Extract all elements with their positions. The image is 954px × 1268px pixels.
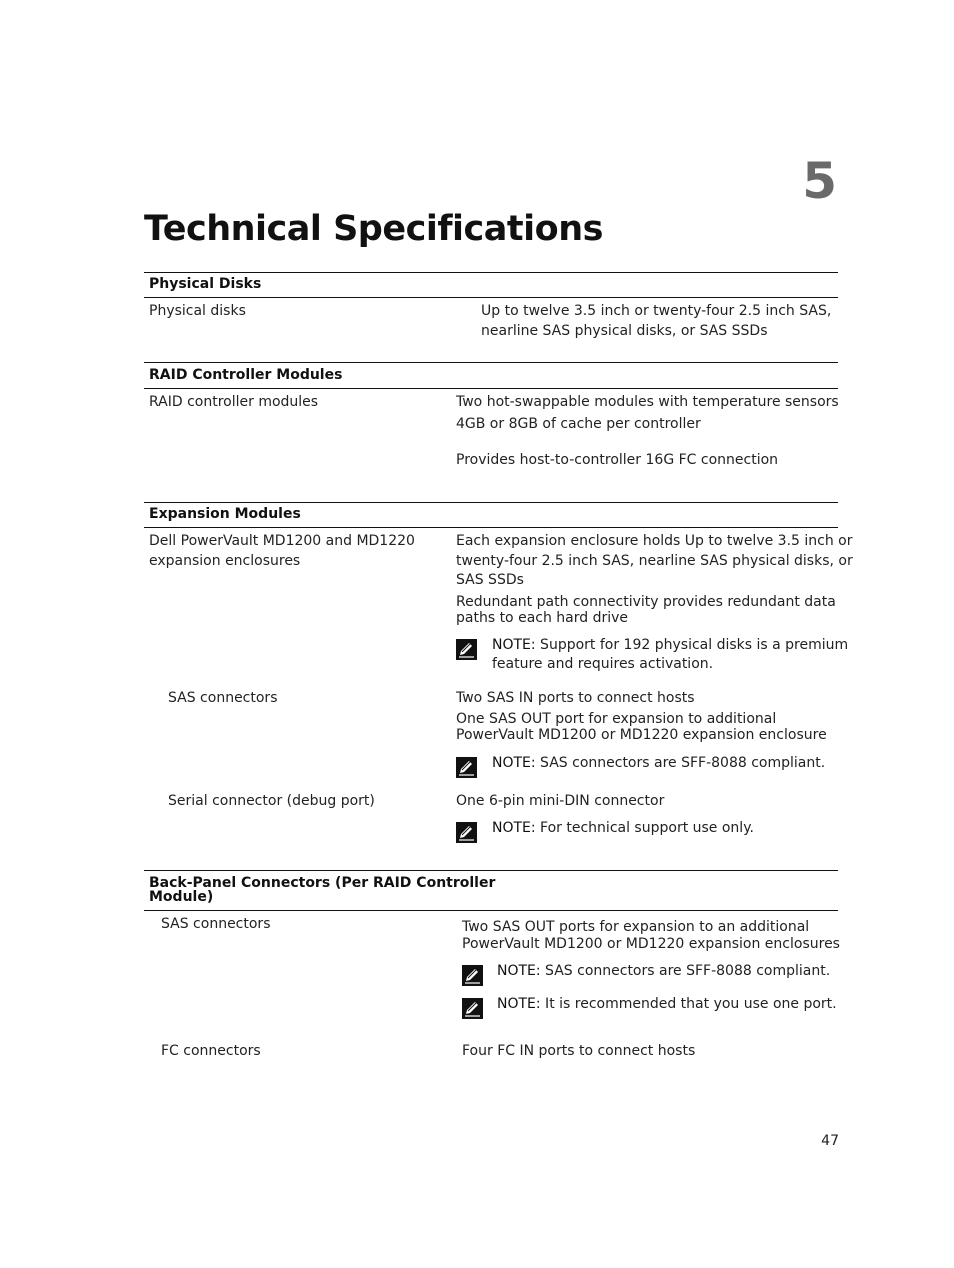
- table-rule: [144, 388, 838, 389]
- note-text: [492, 819, 754, 838]
- spec-label-sas: SAS connectors: [168, 690, 278, 706]
- note-pencil-icon: [456, 757, 477, 778]
- note-label: NOTE:: [497, 963, 541, 979]
- spec-label-sas: SAS connectors: [161, 916, 271, 932]
- spec-value-line: Provides host-to-controller 16G FC connection: [456, 452, 779, 468]
- table-rule: [144, 870, 838, 871]
- note-text: [497, 962, 830, 981]
- spec-label-expansion: Dell PowerVault MD1200 and MD1220: [149, 533, 415, 549]
- note-body: Support for 192 physical disks is a premium: [535, 637, 849, 653]
- spec-value-line: paths to each hard drive: [456, 610, 629, 626]
- page-title: Technical Specifications: [144, 209, 603, 249]
- page-number: 47: [821, 1133, 839, 1149]
- spec-value-line: Redundant path connectivity provides redundant data: [456, 594, 836, 610]
- spec-label-physical-disks: Physical disks: [149, 303, 246, 319]
- section-heading-expansion: Expansion Modules: [149, 506, 301, 522]
- section-heading-back-panel: Back-Panel Connectors (Per RAID Controller: [149, 875, 496, 891]
- table-rule: [144, 527, 838, 528]
- spec-label-serial: Serial connector (debug port): [168, 793, 375, 809]
- spec-value-line: One SAS OUT port for expansion to additional: [456, 711, 777, 727]
- note-body: It is recommended that you use one port.: [540, 996, 837, 1012]
- spec-value-line: 4GB or 8GB of cache per controller: [456, 416, 701, 432]
- spec-value-line: Two SAS IN ports to connect hosts: [456, 690, 695, 706]
- note-text: [492, 754, 825, 773]
- note-label: NOTE:: [497, 996, 541, 1012]
- spec-value-line: twenty-four 2.5 inch SAS, nearline SAS physical disks, or: [456, 553, 853, 569]
- spec-value-line: One 6-pin mini-DIN connector: [456, 793, 665, 809]
- spec-value-line: SAS SSDs: [456, 572, 524, 588]
- note-body: For technical support use only.: [535, 820, 754, 836]
- spec-label-raid: RAID controller modules: [149, 394, 319, 410]
- table-rule: [144, 272, 838, 273]
- section-heading-physical-disks: Physical Disks: [149, 276, 262, 292]
- spec-value-line: Each expansion enclosure holds Up to twelve 3.5 inch or: [456, 533, 853, 549]
- table-rule: [144, 502, 838, 503]
- spec-value-line: Two hot-swappable modules with temperature sensors: [456, 394, 839, 410]
- table-rule: [144, 910, 838, 911]
- spec-value-line: PowerVault MD1200 or MD1220 expansion enclosures: [462, 936, 840, 952]
- note-pencil-icon: [456, 822, 477, 843]
- note-pencil-icon: [462, 965, 483, 986]
- spec-value-line: PowerVault MD1200 or MD1220 expansion enclosure: [456, 727, 827, 743]
- note-pencil-icon: [456, 639, 477, 660]
- spec-label-fc: FC connectors: [161, 1043, 261, 1059]
- table-rule: [144, 362, 838, 363]
- note-text: [497, 995, 837, 1014]
- spec-value-line: Four FC IN ports to connect hosts: [462, 1043, 696, 1059]
- section-heading-back-panel: Module): [149, 889, 214, 905]
- section-heading-raid: RAID Controller Modules: [149, 367, 343, 383]
- note-label: NOTE:: [492, 637, 536, 653]
- note-label: NOTE:: [492, 820, 536, 836]
- note-body: SAS connectors are SFF-8088 compliant.: [535, 755, 826, 771]
- chapter-number: 5: [802, 152, 837, 210]
- note-text: feature and requires activation.: [492, 656, 714, 672]
- spec-value-line: Two SAS OUT ports for expansion to an additional: [462, 919, 810, 935]
- table-rule: [144, 297, 838, 298]
- spec-value-line: Up to twelve 3.5 inch or twenty-four 2.5 inch SAS,: [481, 303, 832, 319]
- note-label: NOTE:: [492, 755, 536, 771]
- note-pencil-icon: [462, 998, 483, 1019]
- spec-label-expansion: expansion enclosures: [149, 553, 301, 569]
- spec-value-line: nearline SAS physical disks, or SAS SSDs: [481, 323, 768, 339]
- note-body: SAS connectors are SFF-8088 compliant.: [540, 963, 831, 979]
- note-text: [492, 636, 848, 655]
